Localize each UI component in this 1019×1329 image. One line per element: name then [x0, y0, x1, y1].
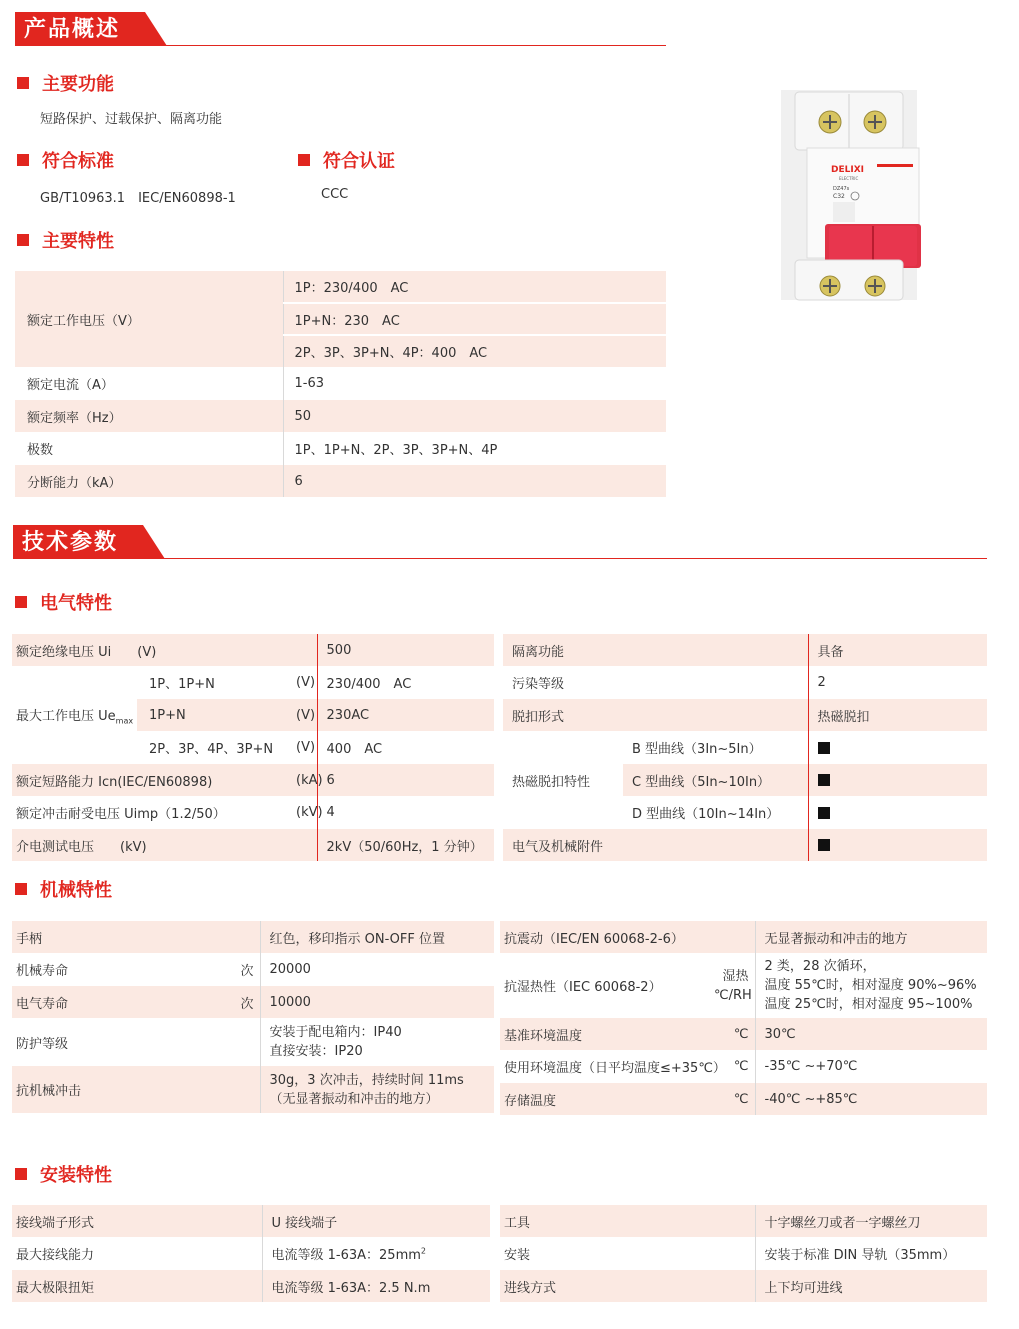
icn-value: 6: [317, 764, 494, 796]
electrical-left-table: [12, 634, 494, 861]
voltage-label: 额定工作电压（V）: [15, 271, 283, 367]
insulation-label: 额定绝缘电压 Ui (V): [16, 644, 157, 660]
shock-label: 抗机械冲击: [16, 1084, 82, 1099]
max-voltage-label: 最大工作电压 $Ue_{max}$: [16, 708, 134, 726]
dielectric-label: 介电测试电压 (kV): [16, 839, 147, 855]
curve-item: D 型曲线（10In~14In）: [632, 807, 780, 822]
damp-heat-unit: 湿热 ℃/RH: [714, 968, 752, 1003]
protection-label: 防护等级: [16, 1036, 69, 1052]
ref-temp-label: 基准环境温度: [504, 1028, 583, 1044]
amb-temp-label: 使用环境温度（日平均温度≤+35℃）: [504, 1061, 726, 1076]
mechanical-left-table: [12, 921, 494, 1113]
unit-label: (V): [296, 675, 316, 690]
main-function-heading: 主要功能: [17, 72, 114, 94]
install-value: 上下均可进线: [755, 1270, 987, 1302]
install-value: U 接线端子: [262, 1205, 490, 1237]
install-left-table: [12, 1205, 490, 1302]
unit-label: 次: [240, 964, 254, 979]
square-bullet-icon: [15, 596, 27, 608]
voltage-value: 1P+N：230 AC: [283, 303, 666, 335]
square-bullet-icon: [15, 883, 27, 895]
overview-banner: [15, 12, 666, 46]
storage-value: -40℃ ~+85℃: [755, 1083, 987, 1115]
rating-text: C32: [833, 193, 845, 200]
shock-value: 30g，3 次冲击，持续时间 11ms （无显著振动和冲击的地方）: [260, 1066, 494, 1113]
install-value: 电流等级 1-63A：2.5 N.m: [262, 1270, 490, 1302]
tech-banner-line: [13, 558, 987, 559]
damp-heat-label: 抗湿热性（IEC 60068-2）: [504, 980, 662, 995]
brand-logo-text: DELIXI: [831, 165, 864, 175]
install-right-table: [500, 1205, 987, 1302]
banner-slant-icon: [135, 525, 165, 559]
filled-square-icon: [818, 807, 830, 819]
features-heading: 主要特性: [17, 229, 114, 251]
square-bullet-icon: [17, 234, 29, 246]
pole-label: 1P、1P+N: [149, 677, 215, 692]
feature-value: 1-63: [283, 367, 666, 400]
standard-text: GB/T10963.1 IEC/EN60898-1: [40, 191, 236, 206]
uimp-label: 额定冲击耐受电压 Uimp（1.2/50）: [16, 807, 226, 822]
install-value: 十字螺丝刀或者一字螺丝刀: [755, 1205, 987, 1237]
unit-label: ℃: [733, 1091, 749, 1107]
curve-label: 热磁脱扣特性: [503, 731, 623, 829]
handle-label: 手柄: [16, 931, 43, 947]
install-label: 工具: [504, 1215, 531, 1231]
standard-heading: 符合标准: [17, 149, 114, 171]
curve-item: B 型曲线（3In~5In）: [632, 742, 762, 757]
certification-text: CCC: [321, 187, 349, 202]
unit-label: (kA): [296, 772, 323, 788]
insulation-value: 500: [317, 634, 494, 666]
filled-square-icon: [818, 839, 830, 851]
filled-square-icon: [818, 774, 830, 786]
icn-label: 额定短路能力 Icn(IEC/EN60898): [16, 774, 213, 790]
electrical-right-table: [503, 634, 987, 861]
voltage-value: 2P、3P、3P+N、4P：400 AC: [283, 335, 666, 367]
curve-item: C 型曲线（5In~10In）: [623, 764, 808, 796]
unit-label: ℃: [733, 1026, 749, 1042]
unit-label: ℃: [733, 1059, 749, 1074]
unit-label: (V): [296, 740, 316, 755]
vibration-label: 抗震动（IEC/EN 60068-2-6）: [504, 931, 684, 947]
circuit-breaker-image: [773, 88, 923, 308]
overview-banner-line: [15, 45, 666, 46]
feature-label: 额定频率（Hz）: [27, 410, 122, 426]
curve-check: [808, 731, 987, 764]
ref-temp-value: 30℃: [755, 1018, 987, 1050]
accessories-label: 电气及机械附件: [512, 839, 604, 855]
mech-life-label: 机械寿命: [16, 964, 69, 979]
pole-label: 1P+N: [137, 699, 287, 731]
install-label: 进线方式: [504, 1280, 557, 1296]
install-label: 安装: [504, 1248, 531, 1263]
feature-value: 6: [283, 465, 666, 497]
protection-value: 安装于配电箱内：IP40 直接安装：IP20: [260, 1018, 494, 1066]
square-bullet-icon: [17, 154, 29, 166]
curve-check: [808, 796, 987, 829]
handle-value: 红色，移印指示 ON-OFF 位置: [260, 921, 494, 953]
feature-value: 1P、1P+N、2P、3P、3P+N、4P: [283, 432, 666, 465]
electrical-heading: 电气特性: [15, 591, 112, 613]
overview-banner-title: 产品概述: [15, 12, 137, 46]
isolation-label: 隔离功能: [512, 644, 565, 660]
install-value: 安装于标准 DIN 导轨（35mm）: [755, 1237, 987, 1270]
features-table: [15, 271, 666, 497]
dielectric-value: 2kV（50/60Hz，1 分钟）: [317, 829, 494, 861]
amb-temp-value: -35℃ ~+70℃: [755, 1050, 987, 1083]
max-voltage-value: 230AC: [317, 699, 494, 731]
pollution-value: 2: [808, 666, 987, 699]
max-voltage-value: 400 AC: [317, 731, 494, 764]
elec-life-value: 10000: [260, 986, 494, 1018]
storage-label: 存储温度: [504, 1093, 557, 1109]
model-text: DZ47s: [833, 186, 850, 192]
filled-square-icon: [818, 742, 830, 754]
elec-life-label: 电气寿命: [16, 996, 69, 1012]
feature-value: 50: [283, 400, 666, 432]
brand-logo-subtext: ELECTRIC: [839, 176, 859, 181]
vibration-value: 无显著振动和冲击的地方: [755, 921, 987, 953]
feature-label: 极数: [27, 443, 54, 458]
pollution-label: 污染等级: [512, 677, 565, 692]
tech-banner: [13, 525, 987, 559]
curve-check: [808, 764, 987, 796]
voltage-value: 1P：230/400 AC: [283, 271, 666, 303]
feature-label: 分断能力（kA）: [27, 475, 122, 491]
square-bullet-icon: [298, 154, 310, 166]
trip-value: 热磁脱扣: [808, 699, 987, 731]
mechanical-heading: 机械特性: [15, 878, 112, 900]
unit-label: (kV): [296, 805, 323, 820]
install-label: 最大极限扭矩: [16, 1280, 95, 1296]
install-label: 最大接线能力: [16, 1248, 95, 1263]
max-voltage-value: 230/400 AC: [317, 666, 494, 699]
install-heading: 安装特性: [15, 1163, 112, 1185]
damp-heat-value: 2 类，28 次循环， 温度 55℃时，相对湿度 90%~96% 温度 25℃时，相对湿度 95~100%: [755, 953, 987, 1018]
mechanical-right-table: [500, 921, 987, 1115]
unit-label: (V): [287, 699, 317, 731]
banner-slant-icon: [137, 12, 167, 46]
uimp-value: 4: [317, 796, 494, 829]
install-label: 接线端子形式: [16, 1215, 95, 1231]
unit-label: 次: [240, 996, 254, 1012]
isolation-value: 具备: [808, 634, 987, 666]
main-function-text: 短路保护、过载保护、隔离功能: [40, 112, 223, 127]
accessories-check: [808, 829, 987, 861]
mech-life-value: 20000: [260, 953, 494, 986]
feature-label: 额定电流（A）: [27, 378, 114, 393]
square-bullet-icon: [17, 77, 29, 89]
pole-label: 2P、3P、4P、3P+N: [149, 742, 274, 757]
install-value: 电流等级 1-63A：$25mm^2$: [262, 1237, 490, 1270]
trip-label: 脱扣形式: [512, 709, 565, 725]
certification-heading: 符合认证: [298, 149, 395, 171]
tech-banner-title: 技术参数: [13, 525, 135, 559]
square-bullet-icon: [15, 1168, 27, 1180]
